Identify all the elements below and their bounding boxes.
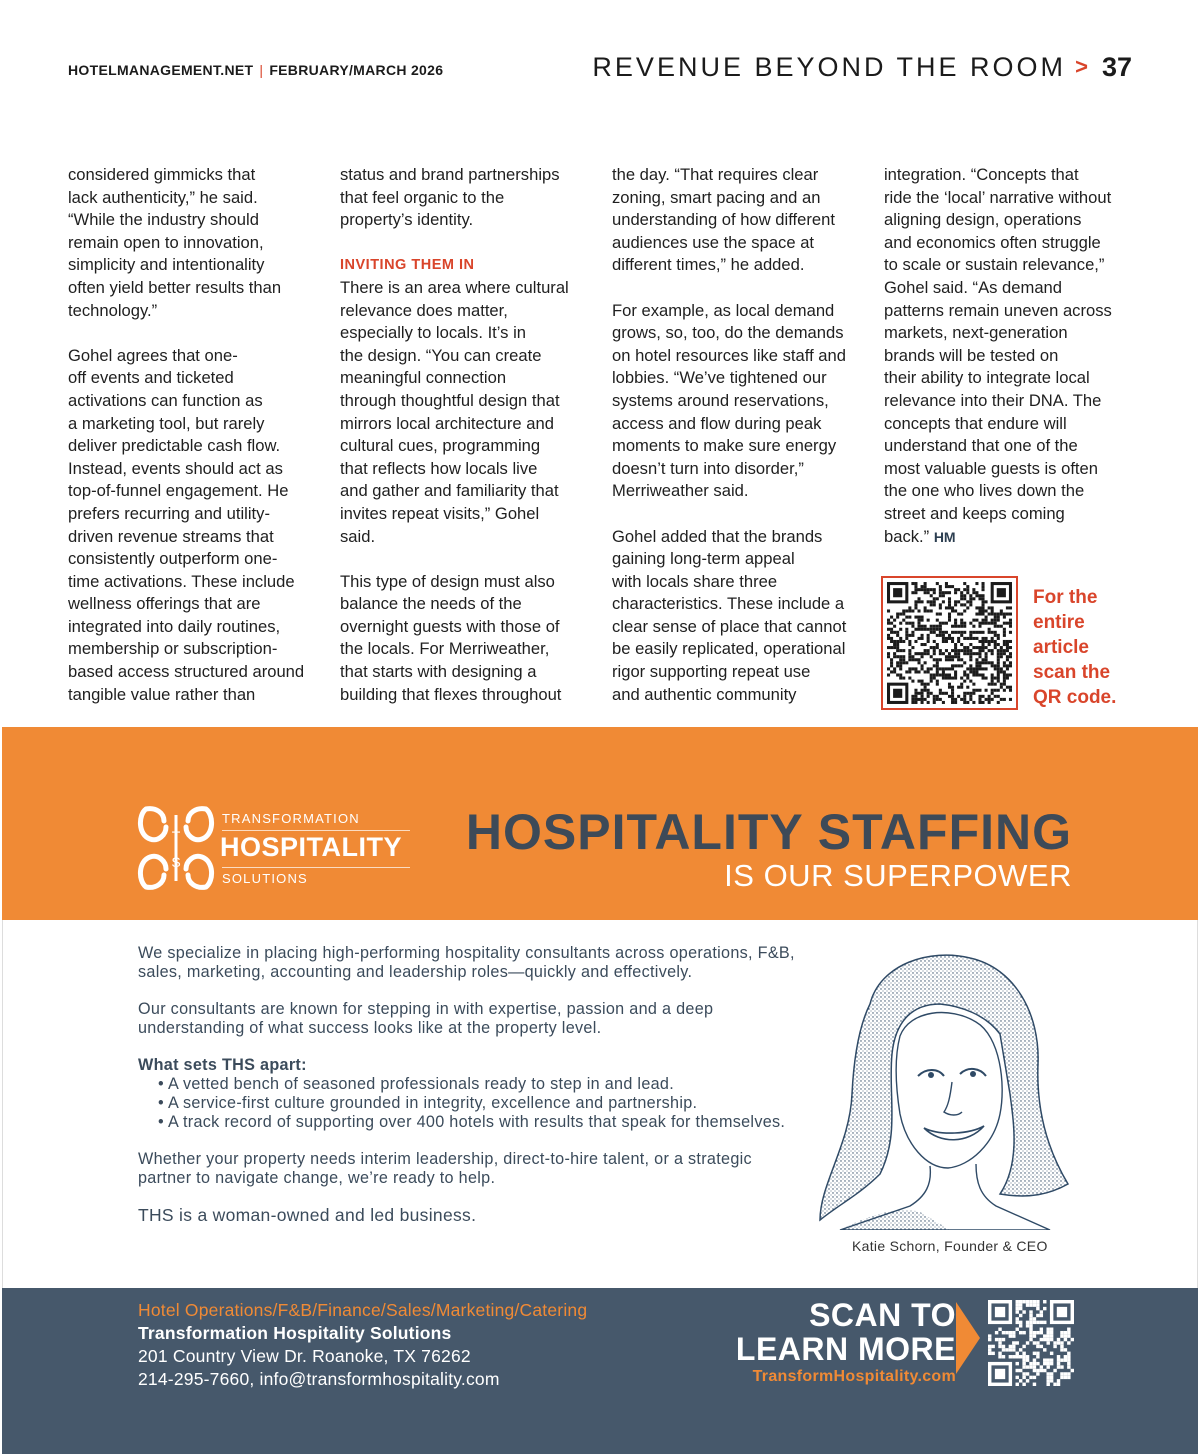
paragraph: This type of design must also balance the needs of the overnight guests with those of the locals. For Merriweather, that starts with designing a building that flexes throughout (340, 571, 562, 704)
logo-main-text: HOSPITALITY (220, 832, 403, 862)
paragraph: the day. “That requires clear zoning, smart pacing and an understanding of how different audiences use the space at different times,” he added. (612, 165, 835, 275)
logo-top-text: TRANSFORMATION (222, 811, 360, 826)
qr-code-icon (887, 582, 1012, 704)
portrait-caption: Katie Schorn, Founder & CEO (852, 1238, 1048, 1254)
paragraph (884, 164, 1142, 548)
paragraph-text: integration. “Concepts that ride the ‘local’ narrative without aligning design, operations and economics often struggle to scale or sustain relevance,” Gohel said. “As demand patterns remain uneven across markets, next-generation brands will be tested on their ability to integrate local relevance into their DNA. The concepts that endure will understand that one of the most valuable guests is often the one who lives down the street and keeps coming back.” (884, 165, 1112, 546)
paragraph: Gohel added that the brands gaining long-term appeal with locals share three characteristics. These include a clear sense of place that cannot be easily replicated, operational rigor supporting repeat use and authentic community (612, 526, 847, 704)
ad-headline (466, 806, 1072, 894)
page-header (68, 52, 1132, 86)
paragraph: For example, as local demand grows, so, too, do the demands on hotel resources like staff and lobbies. “We’ve tightened our systems around reservations, access and flow during peak moments to make sure energy doesn’t turn into disorder,” Merriweather said. (612, 300, 846, 501)
paragraph: There is an area where cultural relevance does matter, especially to locals. It’s in the design. “You can create meaningful connection through thoughtful design that mirrors local architecture and cultural cues, programming that reflects how locals live and gather and familiarity that invites repeat visits,” Gohel said. (340, 277, 569, 546)
scan-line-2: LEARN MORE (735, 1331, 956, 1367)
ad-qr-code[interactable] (988, 1300, 1074, 1386)
founder-portrait (800, 944, 1080, 1230)
article-column-4 (884, 164, 1142, 548)
website-link[interactable]: TransformHospitality.com (752, 1368, 956, 1385)
end-mark: HM (933, 528, 956, 545)
publication-line (68, 62, 443, 78)
ths-monogram-icon (136, 805, 216, 891)
paragraph: considered gimmicks that lack authenticity,” he said. “While the industry should remain open to innovation, simplicity and intentionality often yield better results than technology.” (68, 165, 282, 320)
logo-rule (222, 830, 410, 831)
list-item: • A vetted bench of seasoned professionals ready to step in and lead. (158, 1075, 806, 1094)
list-item: • A track record of supporting over 400 hotels with results that speak for themselves. (158, 1113, 806, 1132)
article-column-2 (340, 164, 598, 706)
issue-date: FEBRUARY/MARCH 2026 (269, 62, 444, 78)
arrow-right-icon (956, 1302, 980, 1374)
site-name: HOTELMANAGEMENT.NET (68, 62, 254, 78)
article-column-1 (68, 164, 326, 706)
phone-email[interactable]: 214-295-7660, info@transformhospitality.com (138, 1369, 500, 1389)
scan-cta (700, 1298, 956, 1388)
list-item: • A service-first culture grounded in integrity, excellence and partnership. (158, 1094, 806, 1113)
ad-headline-main: HOSPITALITY STAFFING (465, 804, 1072, 860)
article-qr-code[interactable] (881, 576, 1018, 710)
qr-call-to-action: For the entire article scan the QR code. (1033, 587, 1117, 708)
ths-logo (136, 805, 416, 891)
ad-paragraph: Whether your property needs interim leadership, direct-to-hire talent, or a strategic partner to navigate change, we’re ready to help. (138, 1150, 752, 1187)
scan-line-1: SCAN TO (809, 1297, 956, 1333)
ad-bullet-list (158, 1075, 806, 1132)
contact-block (138, 1299, 698, 1391)
logo-mark-s: S (171, 854, 181, 870)
address: 201 Country View Dr. Roanoke, TX 76262 (138, 1346, 471, 1366)
page-number: 37 (1101, 52, 1132, 82)
chevron-right-icon: > (1075, 54, 1088, 79)
woman-owned-statement: THS is a woman-owned and led business. (138, 1205, 477, 1225)
ad-copy (138, 944, 806, 1225)
ad-headline-sub: IS OUR SUPERPOWER (724, 858, 1072, 893)
paragraph: status and brand partnerships that feel organic to the property’s identity. (340, 165, 560, 230)
logo-mark-t: T (171, 828, 181, 844)
company-name: Transformation Hospitality Solutions (138, 1323, 452, 1343)
logo-bottom-text: SOLUTIONS (222, 871, 308, 886)
paragraph: Gohel agrees that one- off events and ticketed activations can function as a marketing tool, but rarely deliver predictable cash flow. Instead, events should act as top-of-funnel engagement. He prefers recurring and utility- driven revenue streams that consistently outperform one- time activations. These include wellness offerings that are integrated into daily routines, membership or subscription- based access structured around tangible value rather than (68, 345, 305, 704)
article-column-3 (612, 164, 870, 706)
logo-rule (222, 867, 410, 868)
ad-paragraph: We specialize in placing high-performing hospitality consultants across operations, F&B, sales, marketing, accounting and leadership roles—quickly and effectively. (138, 944, 795, 981)
ad-subhead: What sets THS apart: (138, 1056, 307, 1074)
article-subhead: INVITING THEM IN (340, 257, 475, 274)
ad-paragraph: Our consultants are known for stepping in with expertise, passion and a deep understanding of what success looks like at the property level. (138, 1000, 714, 1037)
section-title: REVENUE BEYOND THE ROOM (592, 52, 1066, 82)
services-line: Hotel Operations/F&B/Finance/Sales/Marketing/Catering (138, 1300, 588, 1320)
header-separator: | (259, 62, 264, 78)
